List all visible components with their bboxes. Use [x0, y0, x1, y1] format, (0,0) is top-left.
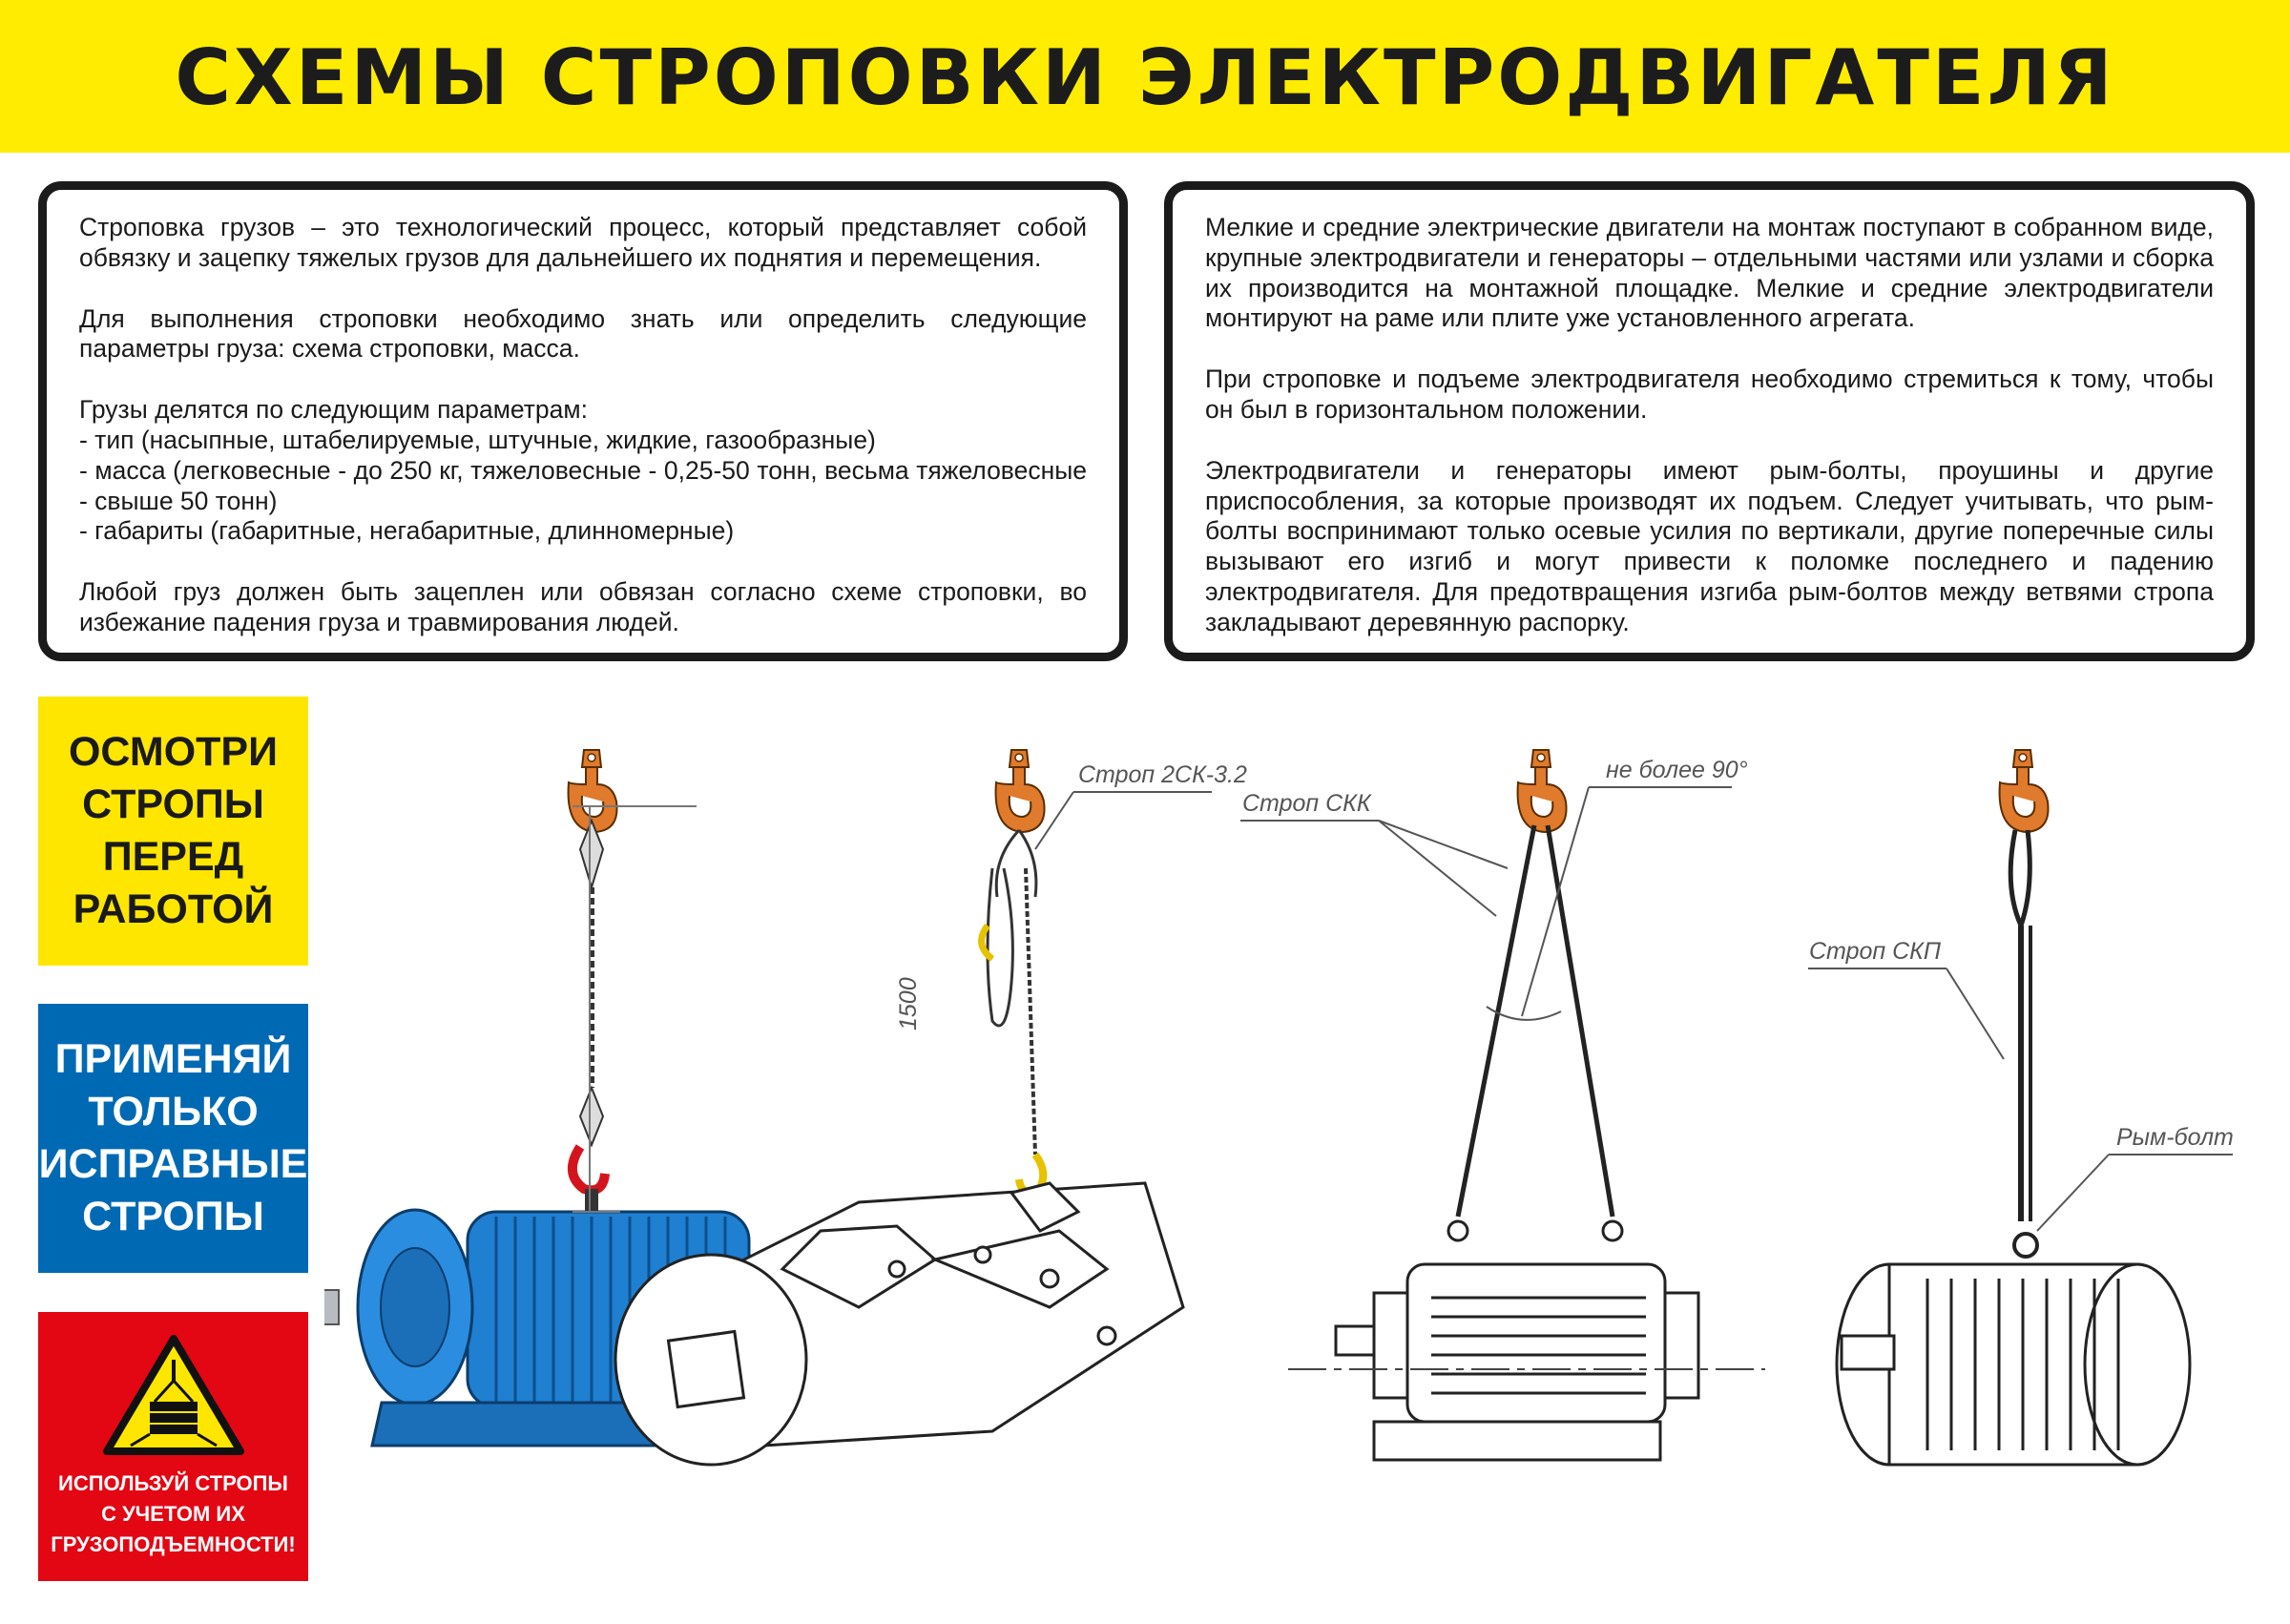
badge-line: СТРОПЫ [82, 781, 264, 827]
badge-line: СТРОПЫ [82, 1194, 264, 1239]
page-title: СХЕМЫ СТРОПОВКИ ЭЛЕКТРОДВИГАТЕЛЯ [175, 33, 2115, 122]
sling-skp-label: Строп СКП [1809, 938, 1942, 965]
scene-large-motor [572, 750, 1247, 1465]
sling-skk-label: Строп СКК [1242, 790, 1371, 817]
paragraph: Электродвигатели и генераторы имеют рым-болты, проушины и другие приспособления, за которые производят их подъем. Следует учитывать, что рым-болты воспринимают только осевые усилия по вертикали, другие поперечные силы вызывают его изгиб и могут привести к поломке последнего и падению электродвигателя. Для предотвращения изгиба рым-болтов между ветвями стропа закладывают деревянную распорку. [1205, 455, 2214, 636]
badge-line: ИСПОЛЬЗУЙ СТРОПЫ [58, 1471, 288, 1495]
crane-hook-icon [2000, 750, 2049, 832]
badge-line: РАБОТОЙ [73, 886, 274, 932]
list-intro: Грузы делятся по следующим параметрам: [79, 395, 588, 425]
warning-triangle-icon [102, 1333, 245, 1457]
badge-load-capacity [38, 1312, 308, 1581]
badge-line: ИСПРАВНЫЕ [38, 1141, 308, 1187]
list-item: - тип (насыпные, штабелируемые, штучные, жидкие, газообразные) [79, 425, 876, 454]
badge-line: ОСМОТРИ [68, 729, 279, 775]
paragraph: Строповка грузов – это технологический процесс, который представляет собой обвязку и зацепку тяжелых грузов для дальнейшего их поднятия и перемещения. [79, 213, 1087, 272]
paragraph: Мелкие и средние электрические двигатели на монтаж поступают в собранном виде, крупные электродвигатели и генераторы – отдельными частями или узлами и сборка их производится на монтажной площадке. Мелкие и средние электродвигатели монтируют на раме или плите уже установленного агрегата. [1205, 213, 2214, 333]
badge-line: ГРУЗОПОДЪЕМНОСТИ! [51, 1532, 296, 1556]
scene-skk-sling [1240, 750, 1765, 1460]
crane-hook-icon [569, 750, 617, 832]
height-dimension: 1500 [895, 977, 922, 1031]
list-item: - габариты (габаритные, негабаритные, длинномерные) [79, 516, 735, 546]
paragraph: Для выполнения строповки необходимо знать или определить следующие параметры груза: схема строповки, масса. [79, 303, 1087, 364]
scene-skp-sling [1808, 750, 2234, 1465]
paragraph: Любой груз должен быть зацеплен или обвязан согласно схеме строповки, во избежание падения груза и травмирования людей. [79, 577, 1087, 636]
list-item: - масса (легковесные - до 250 кг, тяжеловесные - 0,25-50 тонн, весьма тяжеловесные - свыше 50 тонн) [79, 455, 1087, 515]
angle-label: не более 90° [1606, 757, 1748, 783]
crane-hook-icon [1518, 750, 1567, 832]
title-banner [0, 0, 2290, 153]
motor-front-drawing [1336, 1221, 1698, 1460]
badge-use-good-slings [38, 1004, 308, 1273]
motor-side-drawing [1837, 1264, 2190, 1465]
slinging-diagrams [324, 735, 2252, 1498]
badge-line: ПЕРЕД [102, 834, 244, 880]
badge-line: С УЧЕТОМ ИХ [101, 1502, 245, 1526]
eyebolt-label: Рым-болт [2116, 1124, 2234, 1151]
badge-inspect-slings [38, 697, 308, 966]
badge-line: ПРИМЕНЯЙ [54, 1036, 292, 1082]
paragraph: При строповке и подъеме электродвигателя необходимо стремиться к тому, чтобы он был в горизонтальном положении. [1205, 364, 2214, 424]
badge-line: ТОЛЬКО [88, 1089, 259, 1135]
crane-hook-icon [996, 750, 1045, 832]
motor-text-panel [1164, 181, 2255, 661]
sling-2sk-label: Строп 2СК-3.2 [1078, 761, 1247, 788]
intro-text-panel [38, 181, 1128, 661]
